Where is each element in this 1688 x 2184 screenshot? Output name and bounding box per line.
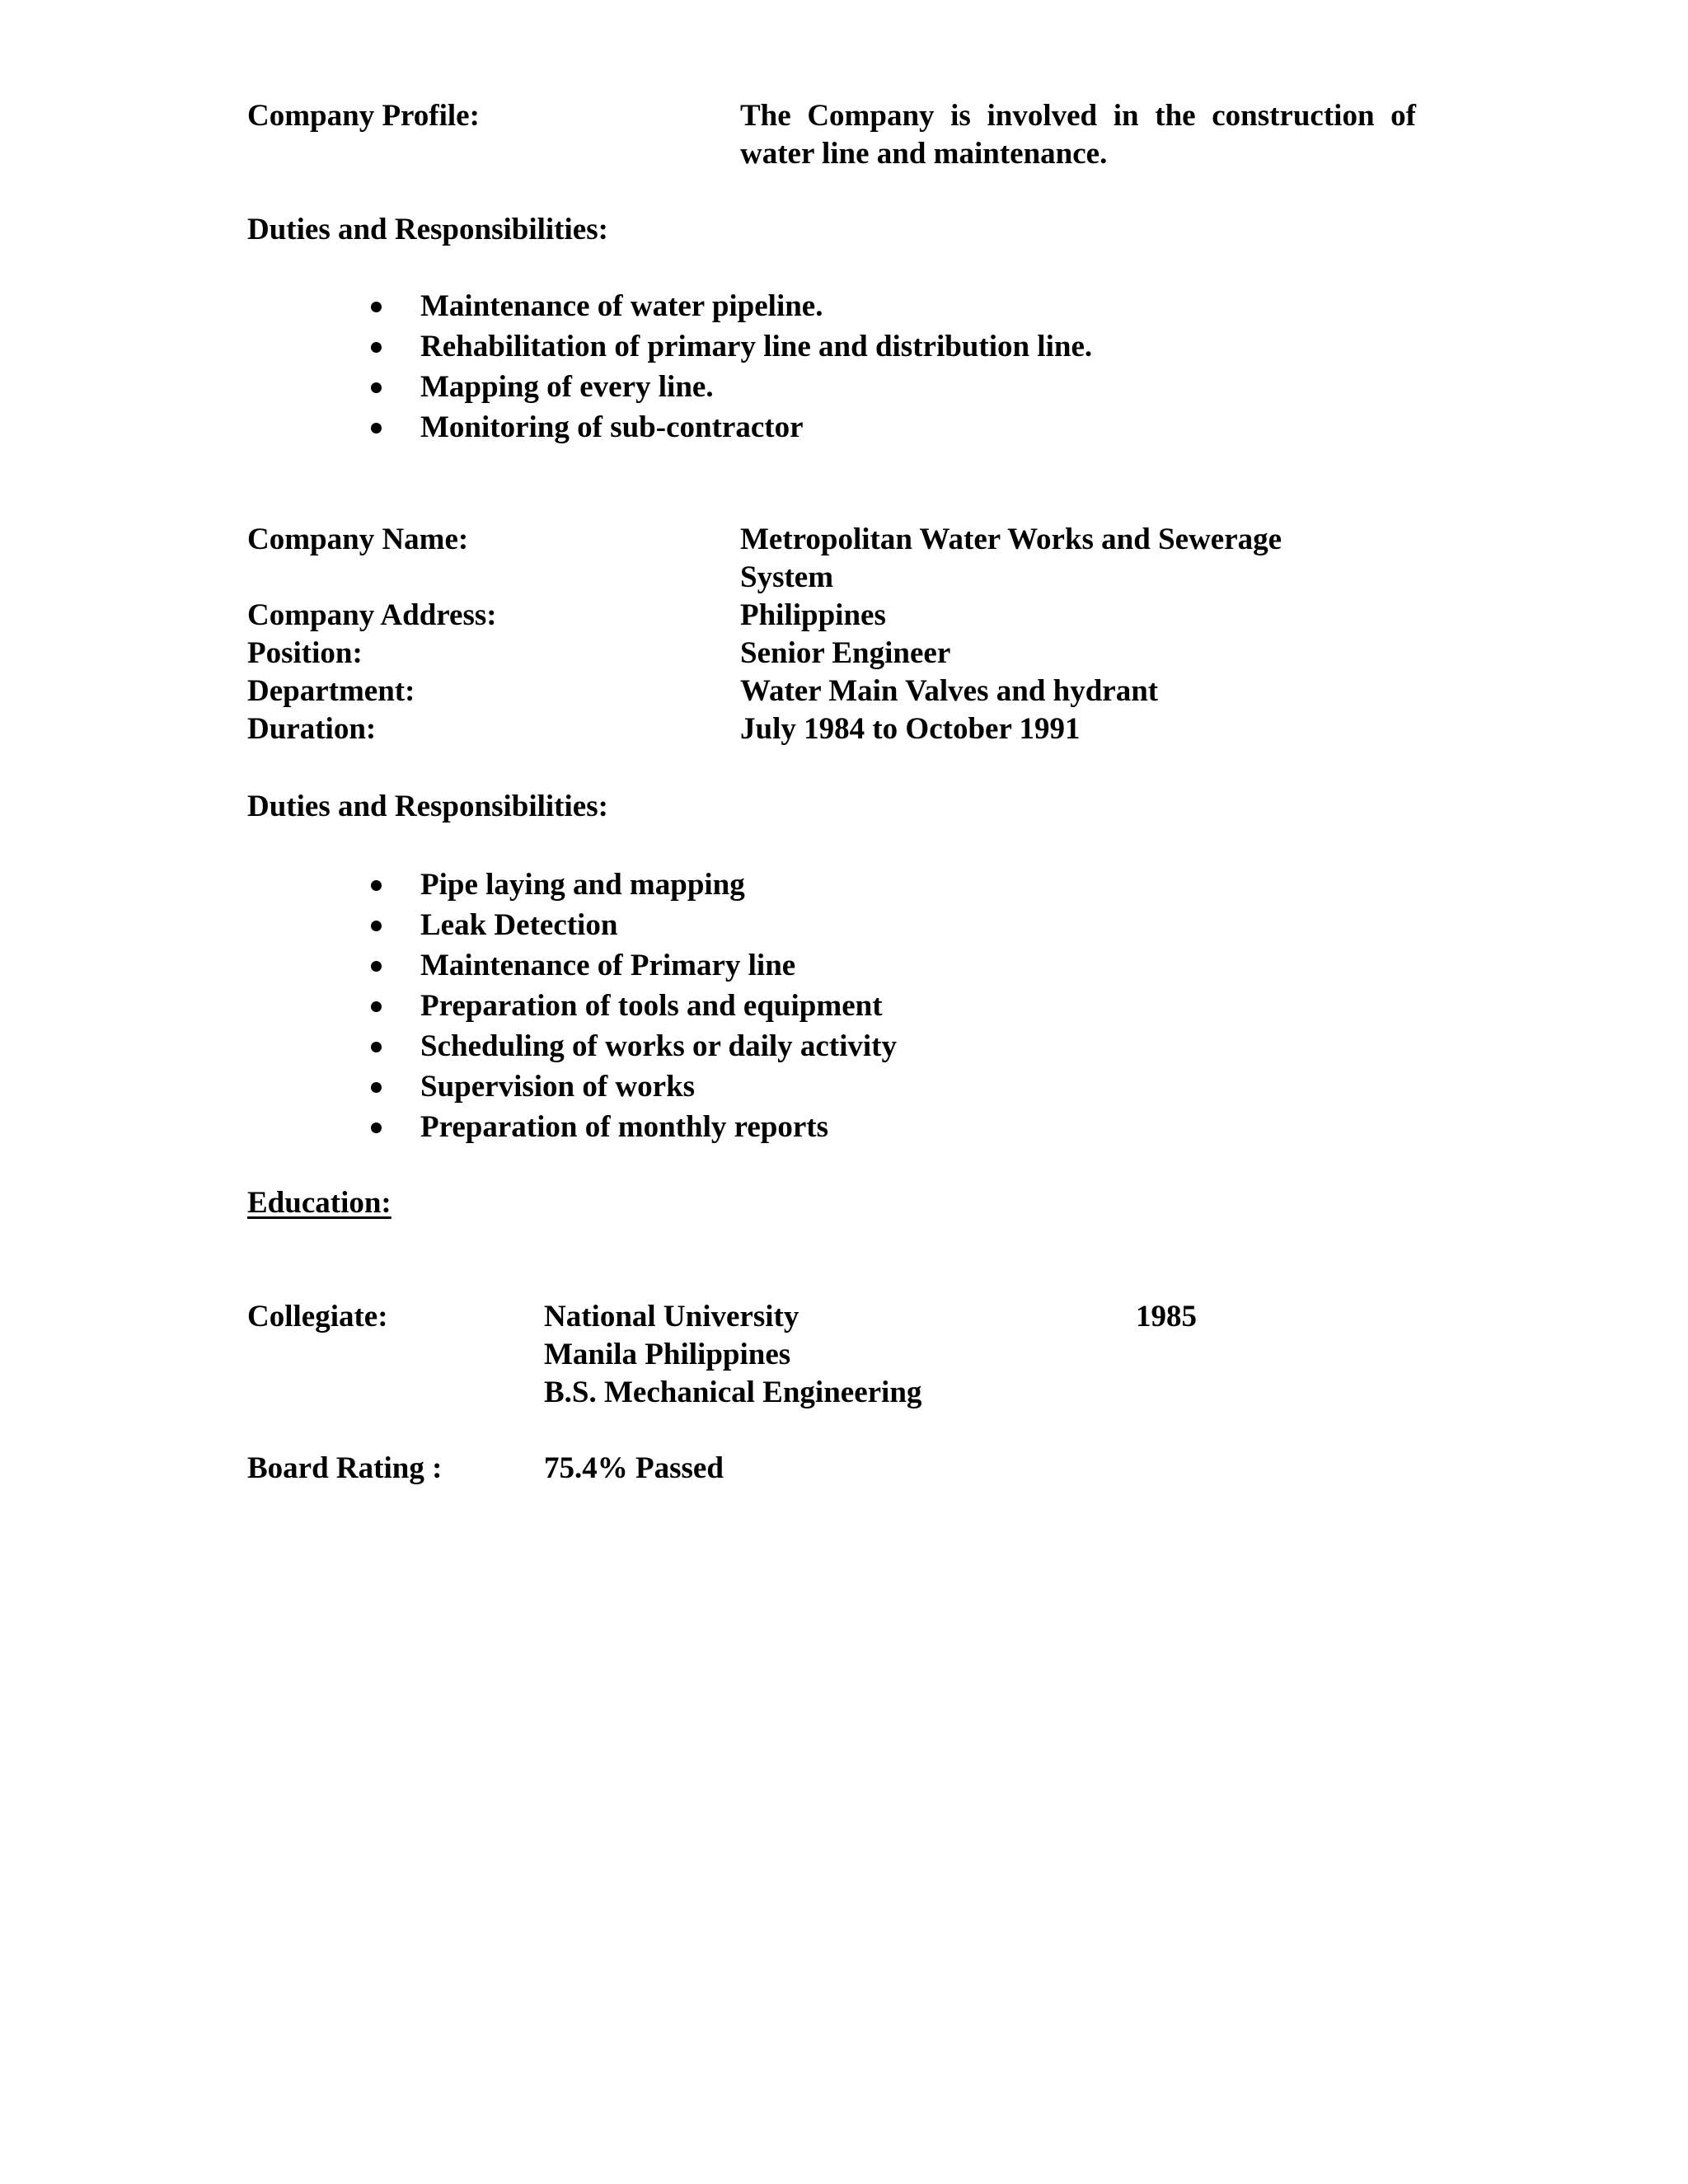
list-item: Monitoring of sub-contractor: [367, 409, 1092, 449]
duration-label: Duration:: [247, 712, 377, 746]
company-name-label: Company Name:: [247, 523, 469, 556]
board-rating-label: Board Rating :: [247, 1451, 443, 1485]
list-item: Preparation of monthly reports: [367, 1108, 897, 1149]
company-address-value: Philippines: [740, 598, 886, 632]
list-item: Mapping of every line.: [367, 368, 1092, 409]
list-item: Supervision of works: [367, 1068, 897, 1108]
department-label: Department:: [247, 674, 415, 708]
bullet-icon: [371, 1001, 382, 1012]
list-item: Rehabilitation of primary line and distribution line.: [367, 328, 1092, 368]
company-profile-value: The Company is involved in the construction of water line and maintenance.: [740, 99, 1416, 171]
position-value: Senior Engineer: [740, 636, 951, 670]
school-location: Manila Philippines: [544, 1338, 791, 1371]
bullet-icon: [371, 382, 382, 393]
bullet-icon: [371, 921, 382, 931]
bullet-icon: [371, 961, 382, 972]
board-rating-value: 75.4% Passed: [544, 1451, 724, 1485]
education-heading: Education:: [247, 1186, 392, 1220]
bullet-icon: [371, 342, 382, 353]
list-item: Leak Detection: [367, 907, 897, 947]
duties-heading-1: Duties and Responsibilities:: [247, 213, 608, 246]
company-profile-label: Company Profile:: [247, 99, 480, 133]
school-name: National University: [544, 1300, 799, 1333]
duties-list-1: [367, 288, 1092, 449]
position-label: Position:: [247, 636, 363, 670]
bullet-icon: [371, 302, 382, 312]
bullet-icon: [371, 423, 382, 434]
duration-value: July 1984 to October 1991: [740, 712, 1081, 746]
bullet-icon: [371, 1122, 382, 1133]
collegiate-label: Collegiate:: [247, 1300, 388, 1333]
company-address-label: Company Address:: [247, 598, 497, 632]
duties-heading-2: Duties and Responsibilities:: [247, 790, 608, 823]
bullet-icon: [371, 1042, 382, 1052]
company-name-value-line2: System: [740, 560, 834, 594]
list-item: Maintenance of Primary line: [367, 947, 897, 987]
list-item: Pipe laying and mapping: [367, 866, 897, 907]
list-item: Maintenance of water pipeline.: [367, 288, 1092, 328]
department-value: Water Main Valves and hydrant: [740, 674, 1159, 708]
graduation-year: 1985: [1136, 1300, 1197, 1333]
degree: B.S. Mechanical Engineering: [544, 1376, 922, 1409]
bullet-icon: [371, 880, 382, 891]
company-name-value-line1: Metropolitan Water Works and Sewerage: [740, 523, 1282, 556]
bullet-icon: [371, 1082, 382, 1093]
duties-list-2: [367, 866, 897, 1149]
list-item: Scheduling of works or daily activity: [367, 1028, 897, 1068]
list-item: Preparation of tools and equipment: [367, 987, 897, 1028]
